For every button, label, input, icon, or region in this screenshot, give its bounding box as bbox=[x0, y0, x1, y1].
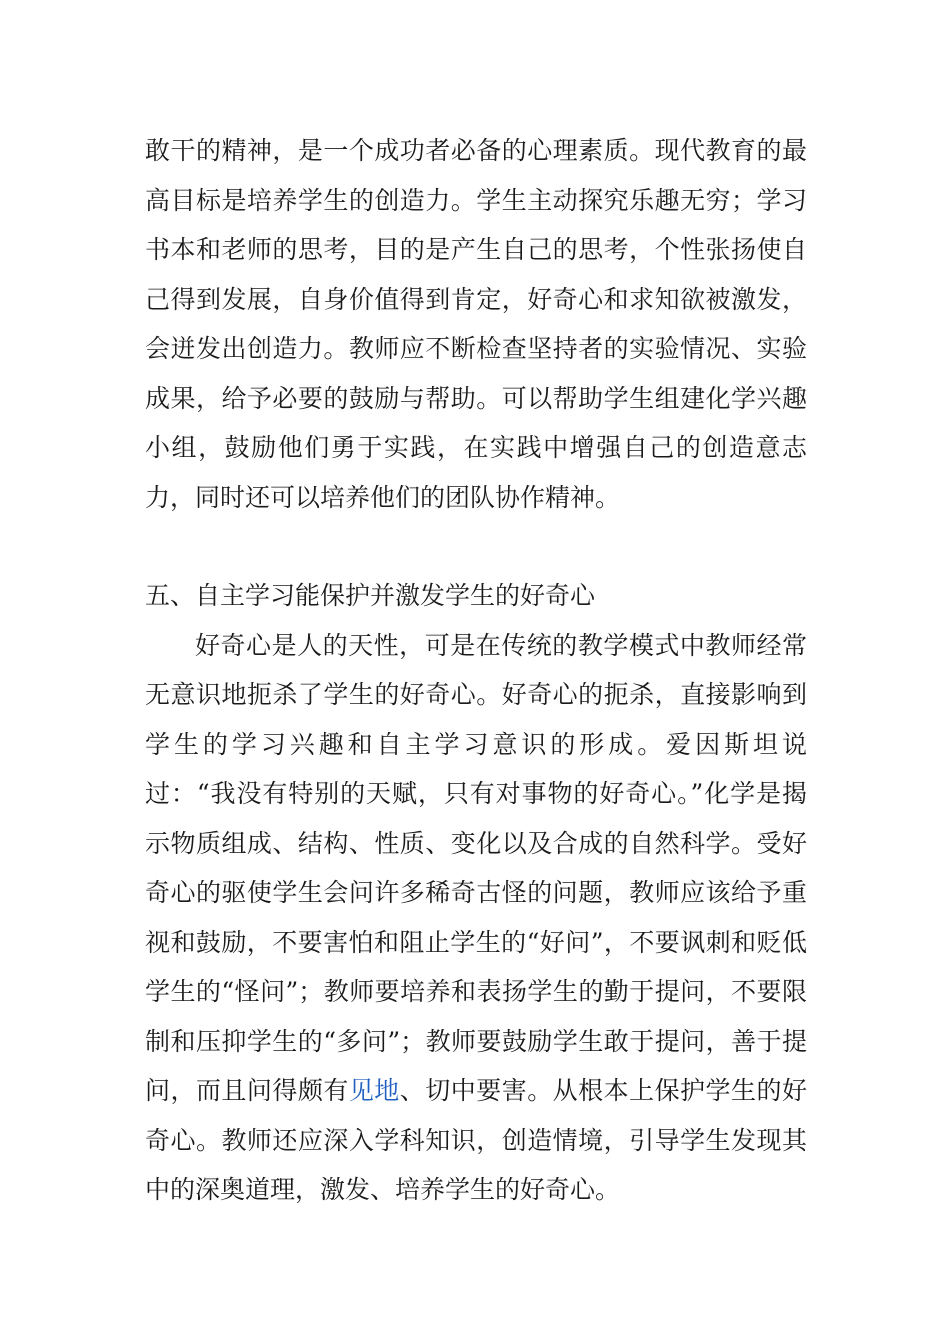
document-page bbox=[145, 126, 807, 1215]
paragraph-curiosity-text-1: 好奇心是人的天性，可是在传统的教学模式中教师经常无意识地扼杀了学生的好奇心。好奇心的扼杀，直接影响到学生的学习兴趣和自主学习意识的形成。爱因斯坦说过：“我没有特别的天赋，只有对事物的好奇心。”化学是揭示物质组成、结构、性质、变化以及合成的自然科学。受好奇心的驱使学生会问许多稀奇古怪的问题，教师应该给予重视和鼓励，不要害怕和阻止学生的“好问”，不要讽刺和贬低学生的“怪问”；教师要培养和表扬学生的勤于提问，不要限制和压抑学生的“多问”；教师要鼓励学生敢于提问，善于提问，而且问得颇有 bbox=[145, 630, 807, 1105]
paragraph-creativity: 敢干的精神，是一个成功者必备的心理素质。现代教育的最高目标是培养学生的创造力。学生主动探究乐趣无穷；学习书本和老师的思考，目的是产生自己的思考，个性张扬使自己得到发展，自身价值得到肯定，好奇心和求知欲被激发，会迸发出创造力。教师应不断检查坚持者的实验情况、实验成果，给予必要的鼓励与帮助。可以帮助学生组建化学兴趣小组，鼓励他们勇于实践，在实践中增强自己的创造意志力，同时还可以培养他们的团队协作精神。 bbox=[145, 136, 807, 512]
paragraph-curiosity-text-2: 、切中要害。从根本上保护学生的好奇心。教师还应深入学科知识，创造情境，引导学生发现其中的深奥道理，激发、培养学生的好奇心。 bbox=[145, 1076, 807, 1204]
insight-link[interactable]: 见地 bbox=[348, 1076, 400, 1105]
section-heading-five: 五、自主学习能保护并激发学生的好奇心 bbox=[145, 581, 596, 610]
paragraph-curiosity bbox=[145, 621, 807, 1215]
